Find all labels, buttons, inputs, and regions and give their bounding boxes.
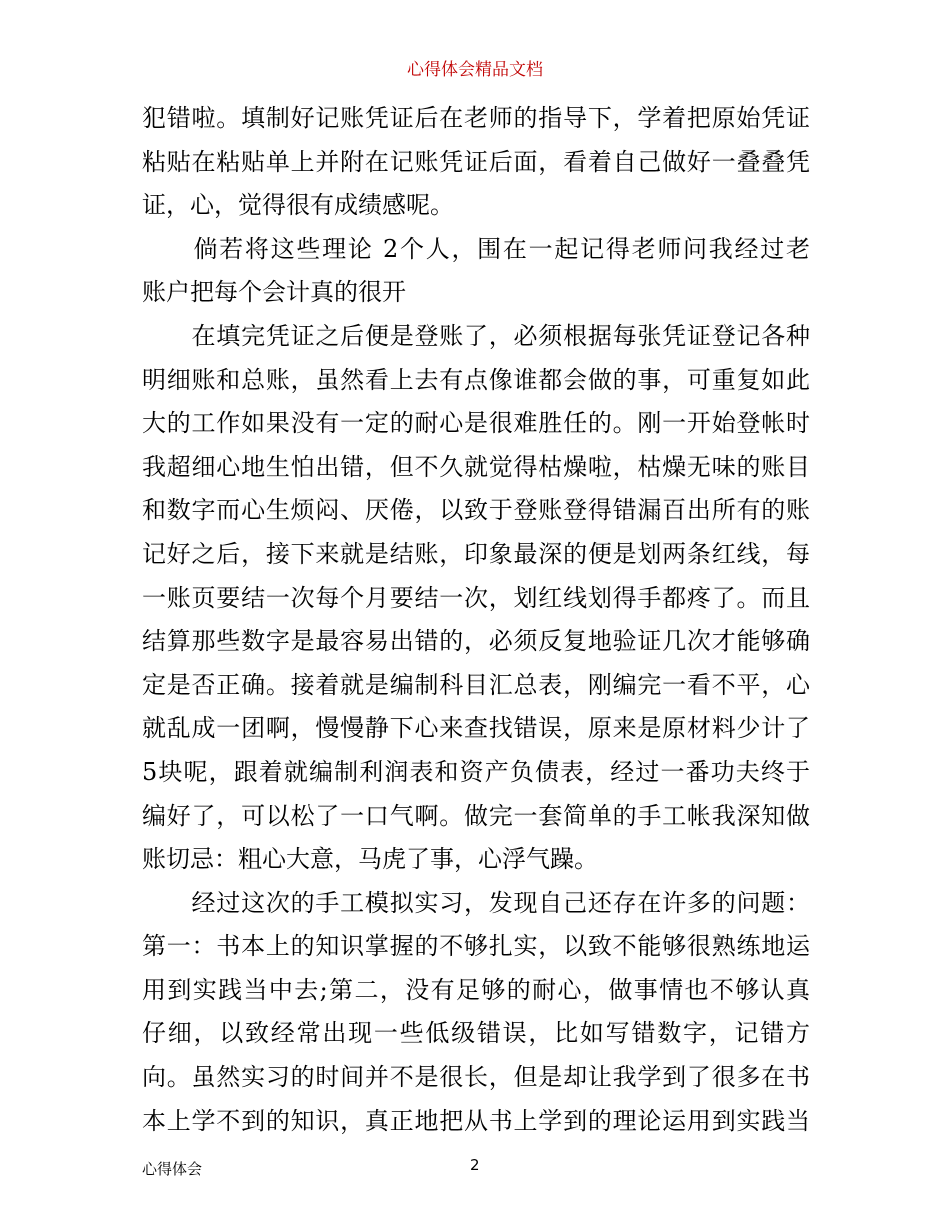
text-line: 编好了，可以松了一口气啊。做完一套简单的手工帐我深知做	[142, 801, 810, 830]
text-line: 倘若将这些理论 2个人，围在一起记得老师问我经过老	[142, 234, 810, 263]
text-line: 本上学不到的知识，真正地把从书上学到的理论运用到实践当	[142, 1106, 810, 1135]
text-line: 大的工作如果没有一定的耐心是很难胜任的。刚一开始登帐时	[142, 409, 810, 438]
text-line: 就乱成一团啊，慢慢静下心来查找错误，原来是原材料少计了	[142, 714, 810, 743]
text-line: 向。虽然实习的时间并不是很长，但是却让我学到了很多在书	[142, 1063, 810, 1092]
text-line: 粘贴在粘贴单上并附在记账凭证后面，看着自己做好一叠叠凭	[142, 147, 810, 176]
text-line: 明细账和总账，虽然看上去有点像谁都会做的事，可重复如此	[142, 365, 810, 394]
page-number: 2	[470, 1156, 480, 1174]
text-line: 第一：书本上的知识掌握的不够扎实，以致不能够很熟练地运	[142, 932, 810, 961]
text-line: 证，心，觉得很有成绩感呢。	[142, 191, 454, 220]
text-line: 犯错啦。填制好记账凭证后在老师的指导下，学着把原始凭证	[142, 104, 810, 132]
text-line: 我超细心地生怕出错，但不久就觉得枯燥啦，枯燥无味的账目	[142, 452, 810, 481]
text-line: 一账页要结一次每个月要结一次，划红线划得手都疼了。而且	[142, 583, 810, 612]
text-line: 在填完凭证之后便是登账了，必须根据每张凭证登记各种	[142, 321, 810, 350]
footer-label: 心得体会	[142, 1160, 203, 1178]
text-line: 5块呢，跟着就编制利润表和资产负债表，经过一番功夫终于	[142, 757, 810, 786]
text-line: 账切忌：粗心大意，马虎了事，心浮气躁。	[142, 845, 598, 874]
text-line: 用到实践当中去;第二，没有足够的耐心，做事情也不够认真	[142, 975, 810, 1004]
text-line: 结算那些数字是最容易出错的，必须反复地验证几次才能够确	[142, 627, 810, 656]
text-line: 定是否正确。接着就是编制科目汇总表，刚编完一看不平，心	[142, 670, 810, 699]
body-text	[142, 97, 810, 1143]
text-line: 仔细，以致经常出现一些低级错误，比如写错数字，记错方	[142, 1019, 810, 1048]
text-line: 记好之后，接下来就是结账，印象最深的便是划两条红线，每	[142, 539, 810, 568]
text-line: 账户把每个会计真的很开	[142, 278, 406, 307]
page-header-title: 心得体会精品文档	[407, 60, 543, 80]
text-line: 经过这次的手工模拟实习，发现自己还存在许多的问题：	[142, 888, 810, 917]
text-line: 和数字而心生烦闷、厌倦，以致于登账登得错漏百出所有的账	[142, 496, 810, 525]
